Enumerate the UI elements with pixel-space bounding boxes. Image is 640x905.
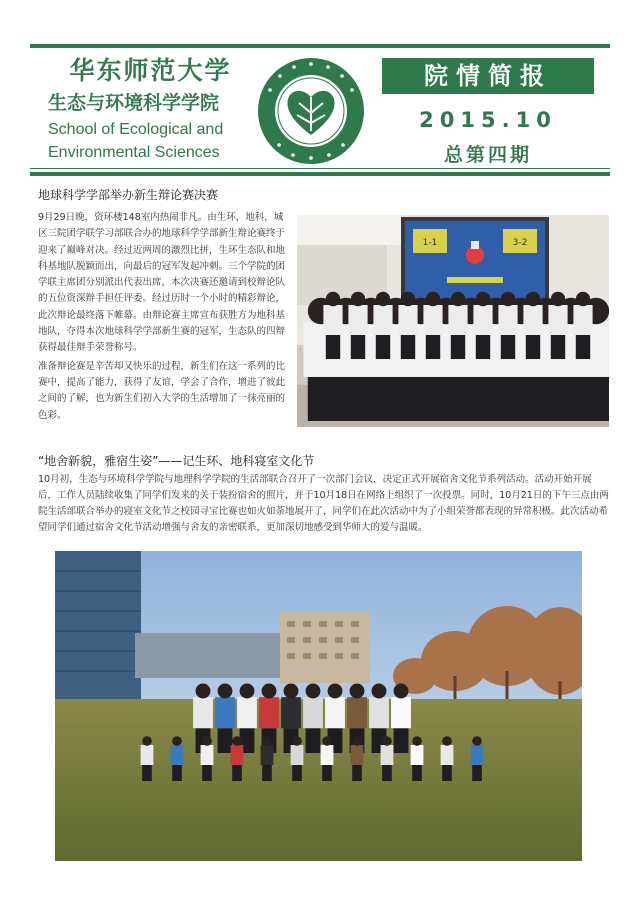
school-name-en-line1: School of Ecological and	[48, 121, 224, 138]
header-thin-rule	[30, 168, 610, 169]
article2-title: “地舍新貌，雅宿生姿”——记生环、地科寝室文化节	[38, 454, 315, 468]
article1-body	[38, 210, 292, 426]
issue-date: 2015.10	[419, 108, 557, 132]
dorm-festival-group-photo	[55, 551, 582, 861]
article1-paragraph: 9月29日晚，资环楼148室内热闹非凡。由生环，地科，城区三院团学联学习部联合办的地球科学学部新生辩论赛终于迎来了巅峰对决。经过近两周的激烈比拼，生环生态队和地科基地队脱颖而出，向最后的冠军发起冲刺。三个学院的团学联主席团分别派出代表出席，本次决赛还邀请到校辩论队的五位资深辩手担任评委。经过历时一个小时的精彩辩论，此次辩论最终落下帷幕。由辩论赛主席宣布获胜方为地科基地队，夺得本次地球科学学部新生赛的冠军，生态队的四辩获得最佳辩手荣誉称号。	[38, 212, 286, 354]
school-emblem-icon	[255, 55, 367, 167]
header-top-rule	[30, 44, 610, 48]
publication-title: 院情简报	[382, 58, 594, 94]
school-name-en-line2: Environmental Sciences	[48, 144, 220, 161]
university-name: 华东师范大学	[69, 56, 232, 85]
article1-paragraph: 准备辩论赛是辛苦却又快乐的过程，新生们在这一系列的比赛中，提高了能力，获得了友谊，学会了合作，增进了彼此之间的了解，也为新生们初入大学的生活增加了一抹亮丽的色彩。	[38, 360, 286, 421]
screen-score-right: 3-2	[512, 238, 528, 248]
header-bottom-rule	[30, 172, 610, 176]
article2-body: 10月初，生态与环境科学学院与地理科学学院的生活部联合召开了一次部门会议，决定正式开展宿舍文化节系列活动。活动开始开展后，工作人员陆续收集了同学们发来的关于装扮宿舍的照片，并于10月18日在网络上组织了一次投票。同时，10月21日的下午三点由两院生活部联合举办的寝室文化节之校园寻宝比赛也如火如荼地展开了，同学们在此次活动中为了小组荣誉都表现的异常积极。此次活动希望同学们通过宿舍文化节活动增强与舍友的亲密联系，更加深切地感受到华师大的爱与温暖。	[38, 474, 609, 533]
issue-number: 总第四期	[443, 144, 532, 166]
article1-title: 地球科学学部举办新生辩论赛决赛	[38, 188, 219, 202]
screen-score-left: 1-1	[422, 238, 438, 248]
school-identity	[48, 56, 253, 162]
debate-group-photo	[297, 215, 609, 427]
school-name-zh: 生态与环境科学学院	[48, 92, 220, 114]
